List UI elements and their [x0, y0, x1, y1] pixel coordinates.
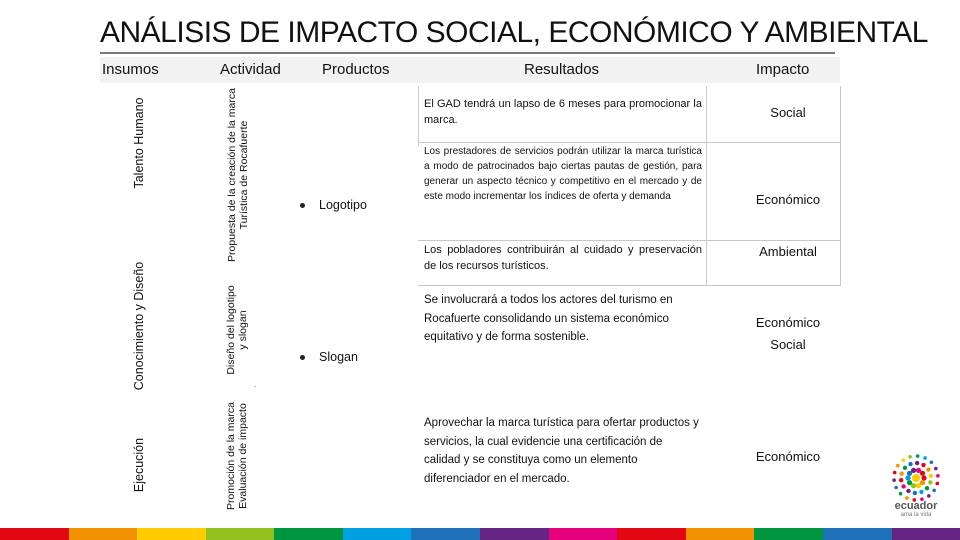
logo-petal [901, 484, 905, 488]
bullet-icon [300, 203, 305, 208]
bullet-icon [300, 355, 305, 360]
insumo-conocimiento-diseno: Conocimiento y Diseño [132, 261, 146, 391]
bar-segment [411, 528, 480, 540]
header-insumos: Insumos [102, 60, 159, 78]
logo-petal [919, 490, 923, 494]
actividad-line: Turística de Rocafuerte [238, 120, 250, 230]
impacto-item: Económico [755, 449, 821, 464]
bar-segment [617, 528, 686, 540]
producto-logotipo [300, 198, 367, 212]
resultado-item: Los pobladores contribuirán al cuidado y preservación de los recursos turísticos. [424, 244, 702, 272]
logo-petal [894, 486, 898, 490]
logo-petal [906, 489, 910, 493]
logo-petal [911, 468, 916, 473]
logo-petal [932, 489, 936, 493]
bar-segment [754, 528, 823, 540]
header-actividad: Actividad [220, 60, 281, 78]
header-row [100, 57, 840, 83]
logo-petal [892, 478, 896, 482]
logo-petal [905, 475, 910, 480]
logo-petal [916, 483, 921, 488]
bar-segment [0, 528, 69, 540]
bar-segment [343, 528, 412, 540]
actividad-diseno-logotipo [225, 270, 251, 390]
logo-tagline: ama la vida [900, 512, 932, 518]
actividad-promocion-evaluacion [225, 391, 251, 521]
bar-segment [892, 528, 960, 540]
logo-petal [925, 486, 929, 490]
logo-petal [936, 474, 940, 478]
bar-segment [823, 528, 892, 540]
logo-petal [921, 475, 926, 480]
impacto-item: Social [770, 337, 806, 352]
resultado-item: El GAD tendrá un lapso de 6 meses para promocionar la marca. [424, 98, 702, 126]
resultado-item: Se involucrará a todos los actores del turismo en Rocafuerte consolidando un sistema económico equitativo y de forma sostenible. [424, 294, 673, 343]
impacto-item: Económico [755, 192, 821, 207]
logo-petal [899, 492, 903, 496]
bar-segment [274, 528, 343, 540]
logo-petal [921, 463, 925, 467]
logo-petal [934, 467, 938, 471]
logo-petal [907, 480, 912, 485]
header-resultados: Resultados [524, 60, 600, 78]
header-impacto: Impacto [756, 60, 810, 78]
actividad-line: Evaluación de impacto [237, 403, 249, 509]
insumo-talento-humano: Talento Humano [132, 97, 146, 189]
logo-petal [915, 461, 919, 465]
page-title: ANÁLISIS DE IMPACTO SOCIAL, ECONÓMICO Y AMBIENTAL [100, 16, 928, 49]
producto-label: Slogan [319, 350, 358, 364]
table-divider [418, 86, 419, 146]
logo-petal [928, 480, 932, 484]
actividad-line: y slogan [237, 310, 249, 350]
table-row-separator [418, 285, 840, 286]
logo-petal [926, 467, 930, 471]
bar-segment [137, 528, 206, 540]
bar-segment [206, 528, 275, 540]
impacto-item: Económico [755, 315, 821, 330]
stray-dot: . [254, 380, 257, 389]
producto-label: Logotipo [319, 198, 367, 212]
table-divider [706, 86, 707, 286]
bar-segment [69, 528, 138, 540]
impacto-item: Ambiental [759, 244, 817, 259]
logo-petal [908, 455, 912, 459]
logo-petal [927, 494, 931, 498]
title-underline [100, 52, 835, 54]
bottom-color-bar [0, 528, 960, 540]
logo-petal [893, 471, 897, 475]
logo-petal [936, 482, 940, 486]
actividad-propuesta-marca [226, 80, 252, 270]
logo-petal [899, 471, 903, 475]
logo-petal [929, 474, 933, 478]
logo-wordmark: ecuador [894, 500, 938, 512]
impacto-item: Social [770, 105, 806, 120]
logo-petal [896, 464, 900, 468]
logo-petal [913, 491, 917, 495]
resultado-item: Los prestadores de servicios podrán utilizar la marca turística a modo de patrocinados bajo ciertas pautas de gestión, para generar un aspecto técnico y competitivo en el mercado y de este modo incrementar los índices de oferta y demanda [424, 146, 702, 202]
logo-petal [901, 458, 905, 462]
producto-slogan [300, 350, 358, 364]
table-row-separator [418, 142, 840, 143]
logo-petal [908, 462, 912, 466]
bar-segment [686, 528, 755, 540]
actividad-line: Promoción de la marca [225, 402, 237, 510]
logo-petal [923, 456, 927, 460]
bar-segment [480, 528, 549, 540]
logo-petal [899, 478, 903, 482]
actividad-line: Propuesta de la creación de la marca [226, 88, 238, 262]
actividad-line: Diseño del logotipo [225, 285, 237, 375]
header-productos: Productos [322, 60, 390, 78]
insumo-ejecucion: Ejecución [132, 437, 146, 493]
logo-petal [916, 454, 920, 458]
resultado-item: Aprovechar la marca turística para ofertar productos y servicios, la cual evidencie una certificación de calidad y se constituya como un elemento diferenciador en el mercado. [424, 417, 699, 485]
logo-petal [903, 466, 907, 470]
bar-segment [549, 528, 618, 540]
logo-petal [920, 471, 925, 476]
logo-petal [930, 460, 934, 464]
